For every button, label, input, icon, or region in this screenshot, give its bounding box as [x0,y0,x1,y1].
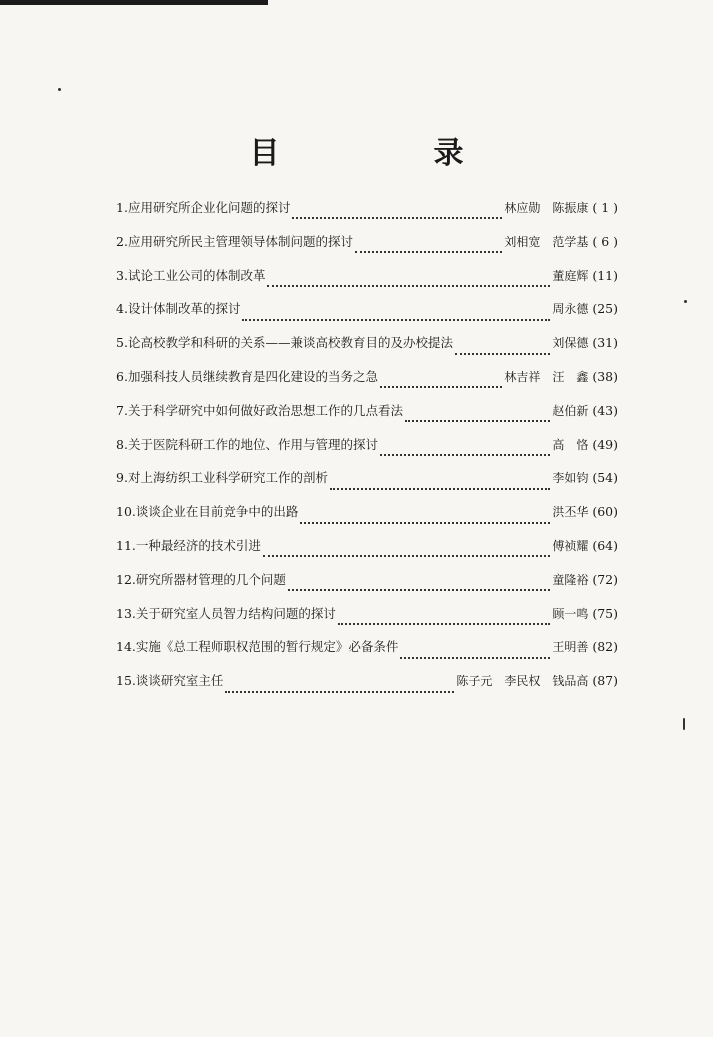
entry-title: 一种最经济的技术引进 [135,537,261,553]
toc-entry[interactable] [116,671,618,705]
toc-entry[interactable] [116,232,618,266]
dot-leader [338,622,550,625]
entry-authors: 洪丕华 [552,505,589,520]
entry-title: 对上海纺织工业科学研究工作的剖析 [127,470,328,486]
entry-title: 应用研究所企业化问题的探讨 [127,200,291,215]
toc-entry[interactable] [116,266,618,300]
entry-number: 8. [116,436,128,452]
entry-title: 关于科学研究中如何做好政治思想工作的几点看法 [127,402,403,418]
dot-leader [355,250,502,253]
entry-authors: 顾一鸣 [552,606,589,621]
toc-entry[interactable] [116,468,618,502]
dot-leader [225,690,454,693]
entry-authors: 李如钧 [552,471,589,486]
entry-title: 论高校教学和科研的关系——兼谈高校教育目的及办校提法 [127,335,453,351]
entry-page: (75) [592,605,618,621]
dot-leader [288,588,550,591]
scan-speck [683,718,685,730]
top-border-rule [0,0,268,5]
entry-number: 14. [116,639,136,655]
toc-entry[interactable] [116,401,618,435]
dot-leader [455,352,550,355]
toc-entry[interactable] [116,502,618,536]
entry-title: 设计体制改革的探讨 [127,301,241,317]
entry-number: 5. [116,335,128,351]
dot-leader [242,318,550,321]
dot-leader [330,487,550,490]
scan-speck [58,88,61,91]
toc-entry[interactable] [116,536,618,570]
entry-page: (60) [592,504,618,520]
dot-leader [263,554,550,557]
entry-title: 应用研究所民主管理领导体制问题的探讨 [127,233,353,249]
entry-number: 11. [116,537,136,553]
entry-authors: 陈子元 李民权 钱品高 [456,674,589,689]
dot-leader [405,419,550,422]
entry-authors: 林吉祥 汪 鑫 [504,369,589,384]
entry-number: 15. [116,673,136,689]
entry-number: 9. [116,470,128,486]
entry-title: 研究所器材管理的几个问题 [135,571,286,587]
dot-leader [300,521,550,524]
entry-title: 关于医院科研工作的地位、作用与管理的探讨 [127,436,378,452]
entry-page: (64) [592,537,618,553]
entry-page: ( 6 ) [592,233,618,249]
entry-page: (82) [592,639,618,655]
entry-number: 12. [116,571,136,587]
entry-number: 4. [116,301,128,317]
entry-page: (49) [592,436,618,452]
entry-page: (11) [592,267,618,283]
entry-authors: 童隆裕 [552,572,589,587]
entry-number: 6. [116,368,128,384]
toc-entry[interactable] [116,198,618,232]
toc-entry[interactable] [116,604,618,638]
toc-entry[interactable] [116,570,618,604]
page-title: 目 录 [249,136,526,171]
entry-authors: 林应勋 陈振康 [504,201,589,215]
entry-authors: 高 恪 [552,437,589,452]
entry-authors: 董庭辉 [552,268,589,283]
toc-entry[interactable] [116,637,618,671]
toc-entry[interactable] [116,299,618,333]
dot-leader [380,453,550,456]
entry-page: (87) [592,673,618,689]
entry-authors: 赵伯新 [552,403,589,418]
entry-authors: 刘保德 [552,336,589,351]
entry-page: ( 1 ) [592,200,618,215]
entry-title: 谈谈研究室主任 [135,673,224,689]
entry-page: (31) [592,335,618,351]
dot-leader [292,216,502,219]
entry-number: 7. [116,402,128,418]
dot-leader [380,385,502,388]
entry-page: (54) [592,470,618,486]
entry-authors: 周永德 [552,302,589,317]
toc-entry[interactable] [116,333,618,367]
entry-title: 实施《总工程师职权范围的暂行规定》必备条件 [135,639,399,655]
entry-number: 3. [116,267,128,283]
entry-page: (72) [592,571,618,587]
entry-authors: 刘相宽 范学基 [504,234,589,249]
entry-authors: 王明善 [552,640,589,655]
dot-leader [400,656,550,659]
entry-title: 加强科技人员继续教育是四化建设的当务之急 [127,368,378,384]
entry-title: 试论工业公司的体制改革 [127,267,266,283]
scan-speck [684,300,687,303]
entry-title: 谈谈企业在目前竞争中的出路 [135,504,299,520]
entry-number: 1. [116,200,128,215]
table-of-contents [116,198,618,705]
entry-authors: 傅祯耀 [552,538,589,553]
entry-title: 关于研究室人员智力结构问题的探讨 [135,605,336,621]
dot-leader [267,284,550,287]
entry-number: 13. [116,605,136,621]
entry-number: 2. [116,233,128,249]
entry-page: (43) [592,402,618,418]
entry-number: 10. [116,504,136,520]
toc-entry[interactable] [116,367,618,401]
entry-page: (25) [592,301,618,317]
toc-entry[interactable] [116,435,618,469]
entry-page: (38) [592,368,618,384]
